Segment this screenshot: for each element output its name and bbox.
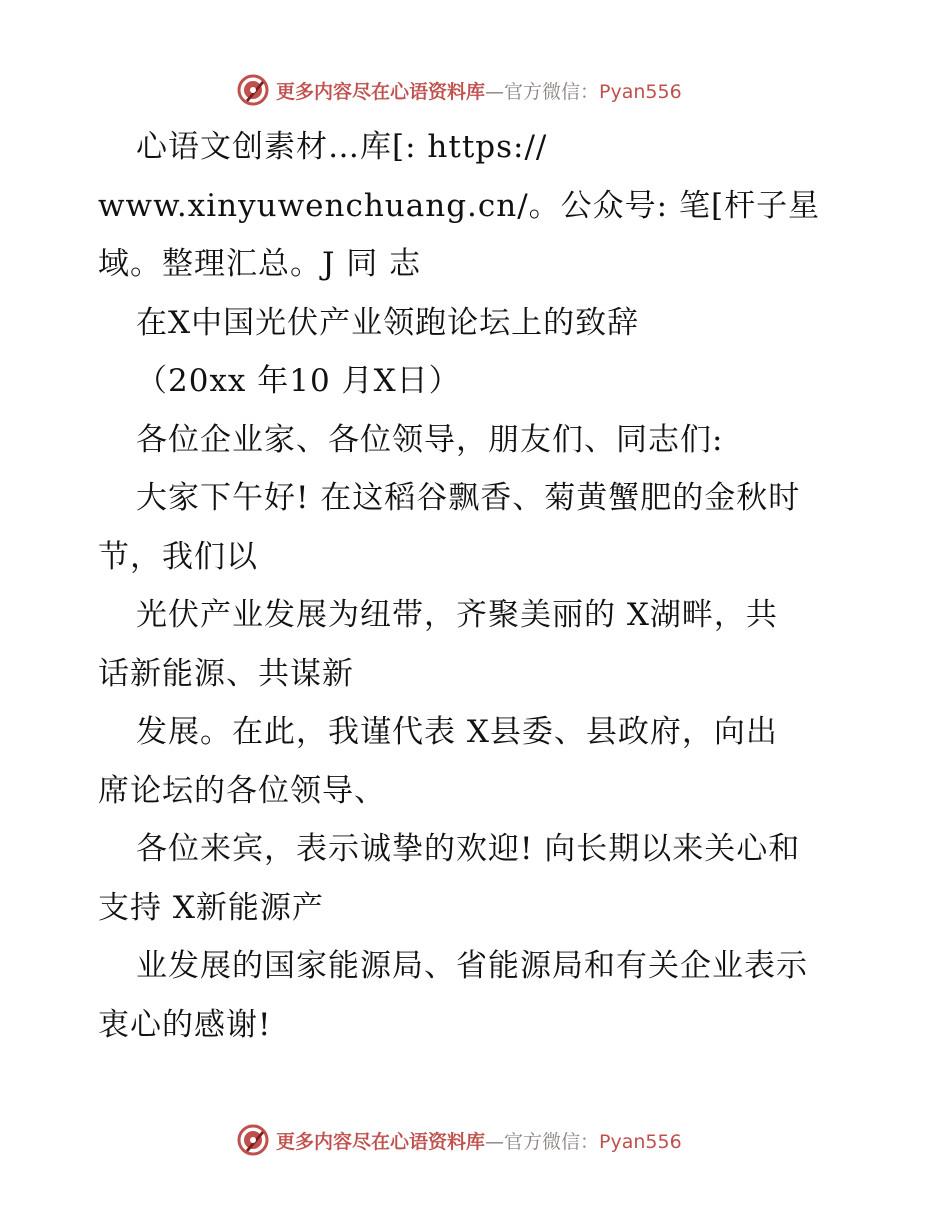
banner-separator: — [485, 80, 505, 103]
text-line: 心语文创素材…库[: https:// [136, 129, 548, 165]
banner-contact-label: 官方微信： [504, 80, 600, 103]
text-line: 大家下午好! 在这稻谷飘香、菊黄蟹肥的金秋时 [136, 480, 801, 516]
document-body [98, 118, 858, 1054]
text-line: 域。整理汇总。J 同 志 [98, 246, 422, 282]
text-line: 光伏产业发展为纽带，齐聚美丽的 X湖畔，共 [136, 597, 778, 633]
banner-contact-id: Pyan556 [599, 80, 682, 103]
text-line: 发展。在此，我谨代表 X县委、县政府，向出 [136, 714, 778, 750]
text-line: 席论坛的各位领导、 [98, 772, 386, 809]
banner-title: 更多内容尽在心语资料库 [276, 80, 486, 103]
banner-contact-id: Pyan556 [599, 1130, 682, 1153]
speech-title: 在X中国光伏产业领跑论坛上的致辞 [136, 304, 640, 341]
text-line: 各位来宾，表示诚挚的欢迎! 向长期以来关心和 [136, 831, 801, 867]
salutation: 各位企业家、各位领导，朋友们、同志们: [136, 421, 724, 458]
text-line: 衷心的感谢! [98, 1006, 272, 1043]
banner-contact-label: 官方微信： [504, 1130, 600, 1153]
text-line: www.xinyuwenchuang.cn/。公众号: 笔[杆子星 [98, 187, 821, 224]
banner-text [276, 77, 682, 104]
banner-title: 更多内容尽在心语资料库 [276, 1130, 486, 1153]
text-line: 支持 X新能源产 [98, 889, 324, 926]
text-line: 节，我们以 [98, 538, 258, 575]
text-line: 业发展的国家能源局、省能源局和有关企业表示 [136, 948, 808, 984]
header-banner [236, 73, 682, 107]
brush-pen-logo-icon [236, 73, 270, 107]
banner-separator: — [485, 1130, 505, 1153]
brush-pen-logo-icon [236, 1123, 270, 1157]
banner-text [276, 1127, 682, 1154]
speech-date: （20xx 年10 月X日） [136, 363, 461, 399]
footer-banner [236, 1123, 682, 1157]
text-line: 话新能源、共谋新 [98, 655, 354, 692]
